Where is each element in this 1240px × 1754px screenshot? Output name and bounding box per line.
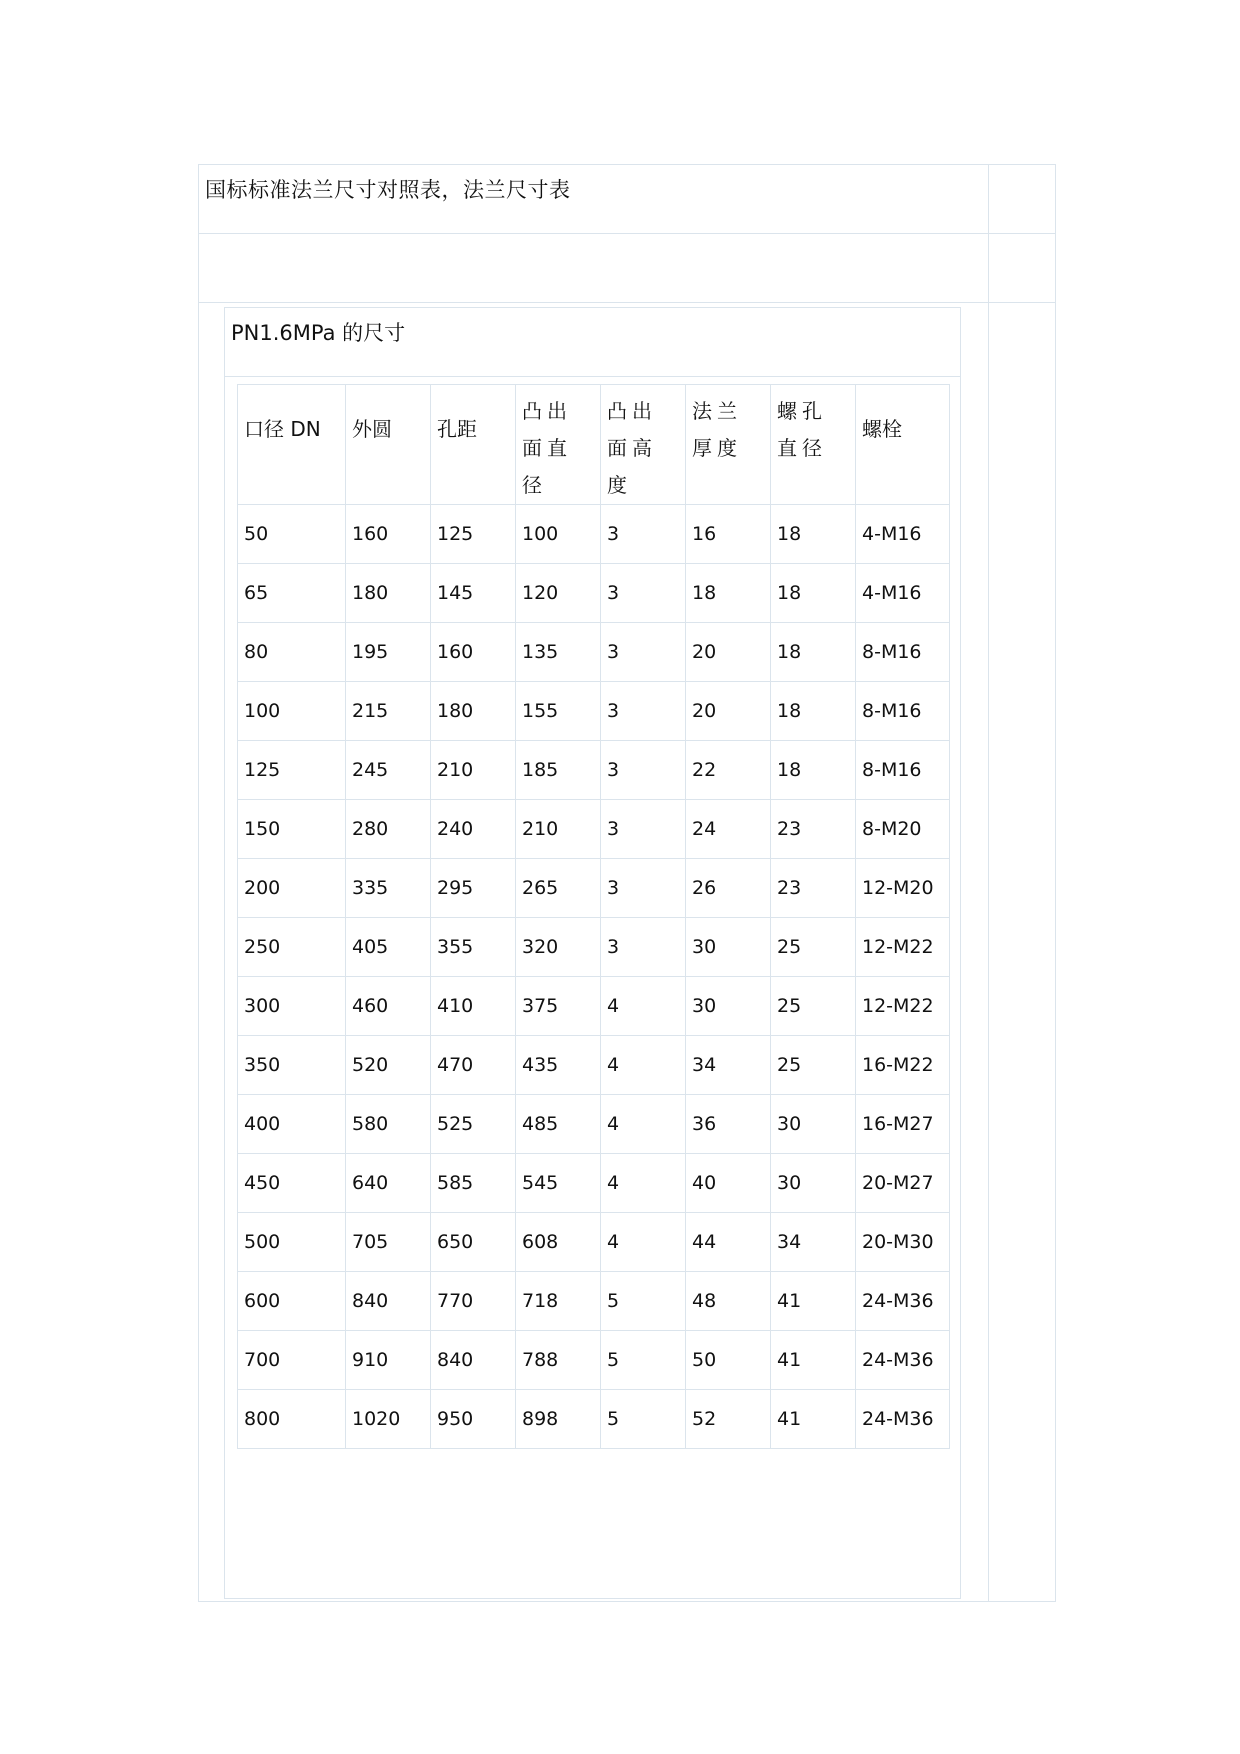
table-cell: 100 [238,682,346,741]
table-cell: 180 [346,564,431,623]
table-cell: 44 [686,1213,771,1272]
table-cell: 840 [431,1331,516,1390]
table-cell: 4 [601,1213,686,1272]
flange-spec-table [237,384,950,1449]
table-cell: 705 [346,1213,431,1272]
table-cell: 24 [686,800,771,859]
table-cell: 400 [238,1095,346,1154]
header-cell-flange-thickness: 法兰厚度 [686,385,771,505]
table-cell: 8-M16 [856,682,950,741]
table-cell: 700 [238,1331,346,1390]
table-cell: 4 [601,1036,686,1095]
table-cell: 24-M36 [856,1331,950,1390]
table-cell: 34 [771,1213,856,1272]
table-cell: 52 [686,1390,771,1449]
table-cell: 5 [601,1331,686,1390]
table-cell: 3 [601,918,686,977]
table-cell: 718 [516,1272,601,1331]
header-cell-raised-face-diameter: 凸出面直径 [516,385,601,505]
table-cell: 20-M27 [856,1154,950,1213]
table-cell: 18 [771,623,856,682]
table-cell: 40 [686,1154,771,1213]
table-row [238,564,950,623]
table-cell: 1020 [346,1390,431,1449]
table-cell: 520 [346,1036,431,1095]
table-cell: 898 [516,1390,601,1449]
table-row [238,623,950,682]
table-row [238,1154,950,1213]
table-cell: 335 [346,859,431,918]
table-cell: 525 [431,1095,516,1154]
outer-column-divider [988,165,989,1601]
table-cell: 12-M22 [856,977,950,1036]
table-cell: 23 [771,859,856,918]
table-cell: 3 [601,623,686,682]
table-cell: 350 [238,1036,346,1095]
table-row [238,741,950,800]
table-cell: 245 [346,741,431,800]
header-cell-dn: 口径 DN [238,385,346,505]
table-cell: 41 [771,1390,856,1449]
table-cell: 405 [346,918,431,977]
table-cell: 23 [771,800,856,859]
table-cell: 265 [516,859,601,918]
table-cell: 240 [431,800,516,859]
table-cell: 4 [601,1154,686,1213]
table-cell: 585 [431,1154,516,1213]
table-cell: 180 [431,682,516,741]
table-cell: 215 [346,682,431,741]
table-cell: 3 [601,505,686,564]
table-cell: 435 [516,1036,601,1095]
table-cell: 500 [238,1213,346,1272]
table-cell: 3 [601,741,686,800]
table-cell: 460 [346,977,431,1036]
table-cell: 910 [346,1331,431,1390]
table-cell: 4 [601,1095,686,1154]
table-cell: 16-M27 [856,1095,950,1154]
caption-divider [225,376,960,377]
table-row [238,800,950,859]
table-cell: 185 [516,741,601,800]
table-caption: PN1.6MPa 的尺寸 [231,321,406,345]
table-cell: 20 [686,682,771,741]
table-cell: 470 [431,1036,516,1095]
table-cell: 320 [516,918,601,977]
table-row [238,859,950,918]
table-cell: 160 [346,505,431,564]
table-cell: 210 [431,741,516,800]
table-row [238,1331,950,1390]
table-cell: 41 [771,1272,856,1331]
table-cell: 8-M16 [856,741,950,800]
table-cell: 16-M22 [856,1036,950,1095]
table-row [238,918,950,977]
header-cell-bolt-hole-diameter: 螺孔直径 [771,385,856,505]
table-cell: 30 [771,1095,856,1154]
table-cell: 800 [238,1390,346,1449]
table-cell: 25 [771,1036,856,1095]
table-cell: 485 [516,1095,601,1154]
table-cell: 600 [238,1272,346,1331]
table-cell: 4-M16 [856,505,950,564]
table-cell: 295 [431,859,516,918]
header-cell-bolts: 螺栓 [856,385,950,505]
table-cell: 580 [346,1095,431,1154]
table-cell: 650 [431,1213,516,1272]
table-cell: 41 [771,1331,856,1390]
table-cell: 410 [431,977,516,1036]
table-cell: 18 [771,505,856,564]
table-cell: 280 [346,800,431,859]
table-row [238,1390,950,1449]
table-cell: 4-M16 [856,564,950,623]
table-cell: 30 [771,1154,856,1213]
table-cell: 640 [346,1154,431,1213]
table-cell: 20 [686,623,771,682]
table-cell: 18 [771,682,856,741]
outer-row-divider [199,302,1055,303]
table-cell: 25 [771,977,856,1036]
table-cell: 608 [516,1213,601,1272]
table-cell: 125 [238,741,346,800]
table-row [238,682,950,741]
table-cell: 125 [431,505,516,564]
table-cell: 150 [238,800,346,859]
inner-table-frame [224,307,961,1599]
table-cell: 950 [431,1390,516,1449]
header-cell-raised-face-height: 凸出面高度 [601,385,686,505]
table-cell: 160 [431,623,516,682]
outer-layout-table [198,164,1056,1602]
table-row [238,1213,950,1272]
outer-row-divider [199,233,1055,234]
table-cell: 8-M20 [856,800,950,859]
table-row [238,977,950,1036]
table-cell: 3 [601,682,686,741]
table-cell: 355 [431,918,516,977]
table-cell: 155 [516,682,601,741]
table-cell: 3 [601,859,686,918]
table-cell: 16 [686,505,771,564]
table-cell: 24-M36 [856,1390,950,1449]
table-cell: 48 [686,1272,771,1331]
table-cell: 195 [346,623,431,682]
table-cell: 50 [686,1331,771,1390]
table-cell: 120 [516,564,601,623]
table-cell: 18 [686,564,771,623]
table-cell: 3 [601,800,686,859]
table-cell: 25 [771,918,856,977]
table-cell: 18 [771,564,856,623]
table-cell: 3 [601,564,686,623]
table-cell: 5 [601,1390,686,1449]
table-cell: 26 [686,859,771,918]
table-row [238,1095,950,1154]
table-cell: 200 [238,859,346,918]
table-cell: 22 [686,741,771,800]
table-cell: 450 [238,1154,346,1213]
table-cell: 840 [346,1272,431,1331]
table-cell: 788 [516,1331,601,1390]
page-title: 国标标准法兰尺寸对照表，法兰尺寸表 [205,178,571,202]
table-cell: 30 [686,918,771,977]
table-cell: 8-M16 [856,623,950,682]
table-header-row [238,385,950,505]
table-cell: 20-M30 [856,1213,950,1272]
table-cell: 30 [686,977,771,1036]
table-cell: 135 [516,623,601,682]
table-cell: 4 [601,977,686,1036]
table-row [238,1272,950,1331]
table-cell: 65 [238,564,346,623]
table-cell: 34 [686,1036,771,1095]
header-cell-outer-diameter: 外圆 [346,385,431,505]
table-row [238,1036,950,1095]
table-cell: 80 [238,623,346,682]
table-body [238,505,950,1449]
table-cell: 210 [516,800,601,859]
table-cell: 50 [238,505,346,564]
table-cell: 145 [431,564,516,623]
header-cell-bolt-circle: 孔距 [431,385,516,505]
table-cell: 545 [516,1154,601,1213]
table-cell: 250 [238,918,346,977]
table-cell: 18 [771,741,856,800]
table-cell: 36 [686,1095,771,1154]
table-row [238,505,950,564]
table-cell: 12-M20 [856,859,950,918]
table-cell: 300 [238,977,346,1036]
table-cell: 24-M36 [856,1272,950,1331]
table-cell: 5 [601,1272,686,1331]
table-cell: 12-M22 [856,918,950,977]
table-cell: 100 [516,505,601,564]
table-cell: 375 [516,977,601,1036]
table-cell: 770 [431,1272,516,1331]
